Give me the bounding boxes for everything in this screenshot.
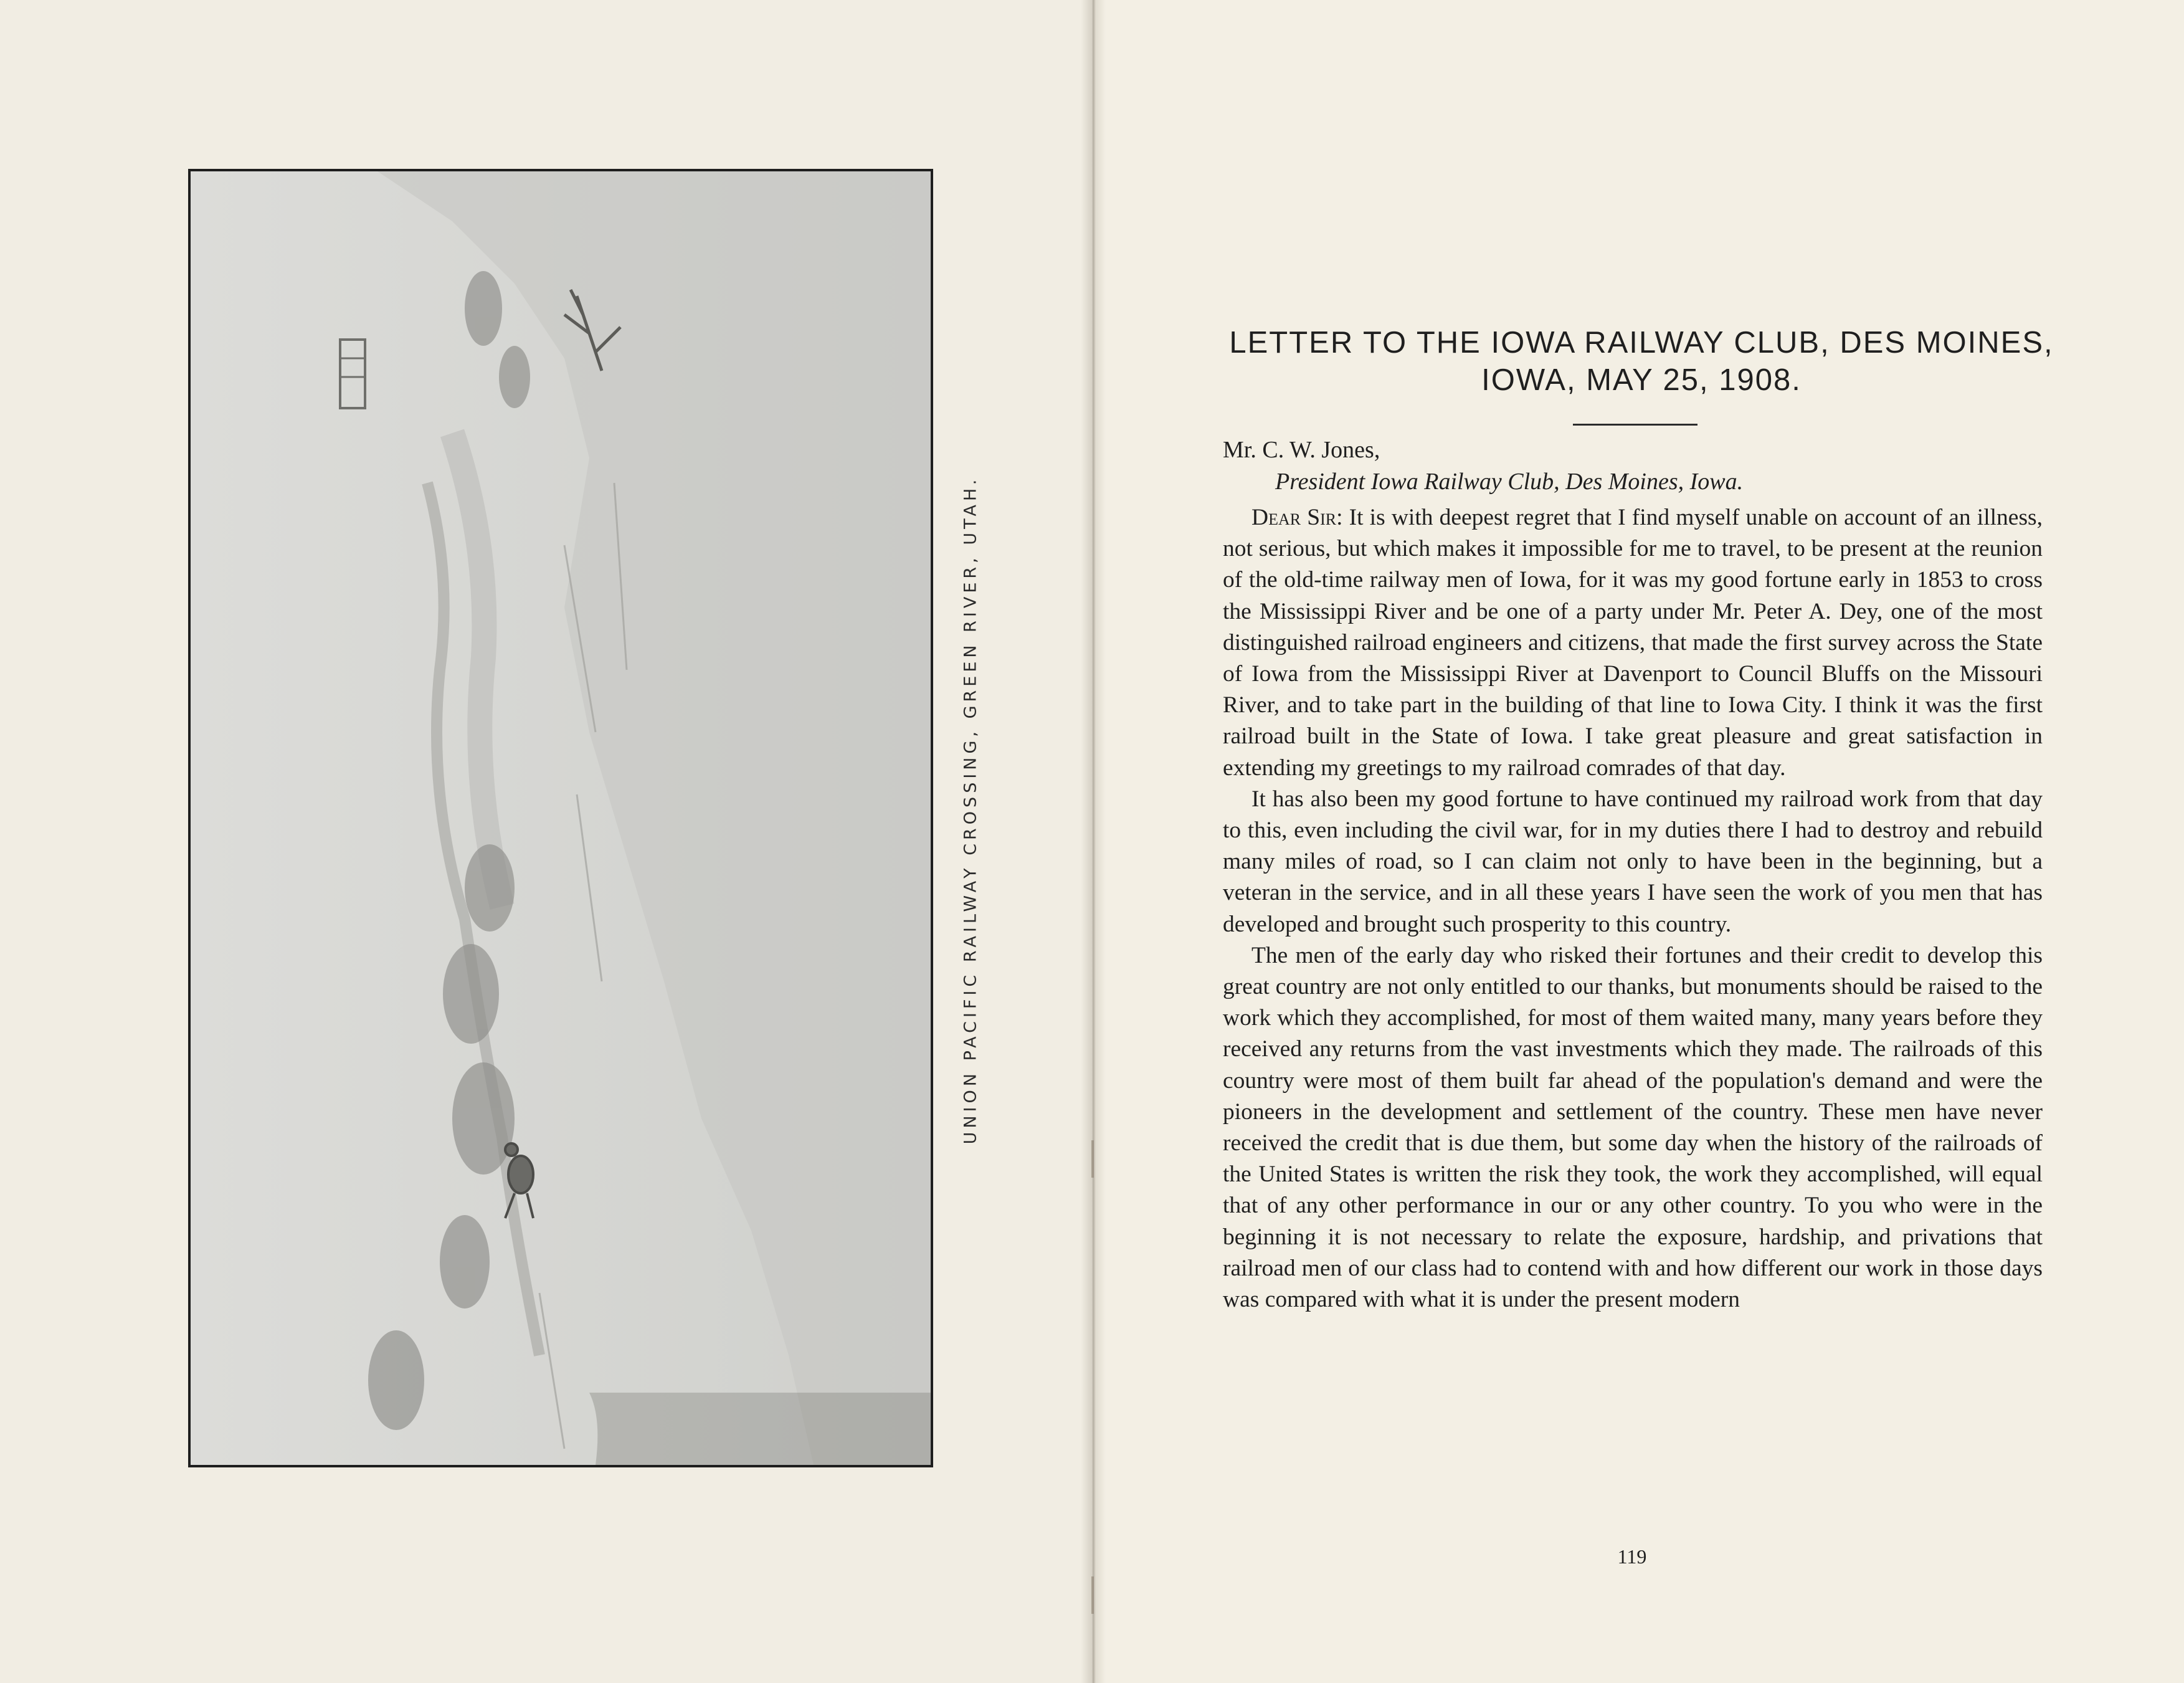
- sketch-illustration: [191, 171, 931, 1465]
- paragraph-1-text: It is with deepest regret that I find myself unable on account of an illness, not serious, but which makes it impossible for me to travel, to be present at the reunion of the old-time railway men of Iowa, for it was my good fortune early in 1853 to cross the Mississippi River and be one of a party under Mr. Peter A. Dey, one of the most distinguished railroad engineers and citizens, that made the first survey across the State of Iowa from the Mississippi River at Davenport to Council Bluffs on the Missouri River, and to take part in the building of that line to Iowa City. I think it was the first railroad built in the State of Iowa. I take great pleasure and great satisfaction in extending my greetings to my railroad comrades of that day.: [1223, 505, 2043, 781]
- letter-title-line1: LETTER TO THE IOWA RAILWAY CLUB, DES MOINES,: [1229, 326, 2054, 360]
- letter-title: [1218, 324, 2065, 399]
- plate-caption: UNION PACIFIC RAILWAY CROSSING, GREEN RIVER, UTAH.: [961, 475, 980, 1145]
- addressee-name: Mr. C. W. Jones,: [1223, 437, 1380, 463]
- title-rule: [1573, 424, 1697, 426]
- addressee-title: President Iowa Railway Club, Des Moines, Iowa.: [1275, 469, 1744, 495]
- paragraph-1: [1223, 502, 2043, 784]
- book-gutter: [1081, 0, 1106, 1683]
- binding-stitch: [1091, 1140, 1094, 1178]
- illustration-plate: [188, 169, 933, 1467]
- letter-body: [1223, 502, 2043, 1315]
- letter-title-line2: IOWA, MAY 25, 1908.: [1481, 363, 1802, 397]
- plate-caption-wrap: [946, 436, 995, 1184]
- paragraph-2: It has also been my good fortune to have continued my railroad work from that day to this, even including the civil war, for in my duties there I had to destroy and rebuild many miles of road, so I can claim not only to have been in the beginning, but a veteran in the service, and in all these years I have seen the work of you men that has developed and brought such prosperity to this country.: [1223, 786, 2043, 937]
- paragraph-3: The men of the early day who risked their fortunes and their credit to develop this great country are not only entitled to our thanks, but monuments should be raised to the work which they accomplished, for most of them waited many, many years before they received any returns from the vast investments which they made. The railroads of this country were most of them built far ahead of the population's demand and were the pioneers in the development and settlement of the country. These men have never received the credit that is due them, but some day when the history of the railroads of the United States is written the risk they took, the work they accomplished, will equal that of any other performance in our or any other country. To you who were in the beginning it is not necessary to relate the exposure, hardship, and privations that railroad men of our class had to contend with and how different our work in those days was compared with what it is under the present modern: [1223, 942, 2043, 1313]
- page-number: 119: [1617, 1545, 1647, 1568]
- salutation: Dear Sir:: [1251, 505, 1343, 530]
- binding-stitch: [1091, 1576, 1094, 1614]
